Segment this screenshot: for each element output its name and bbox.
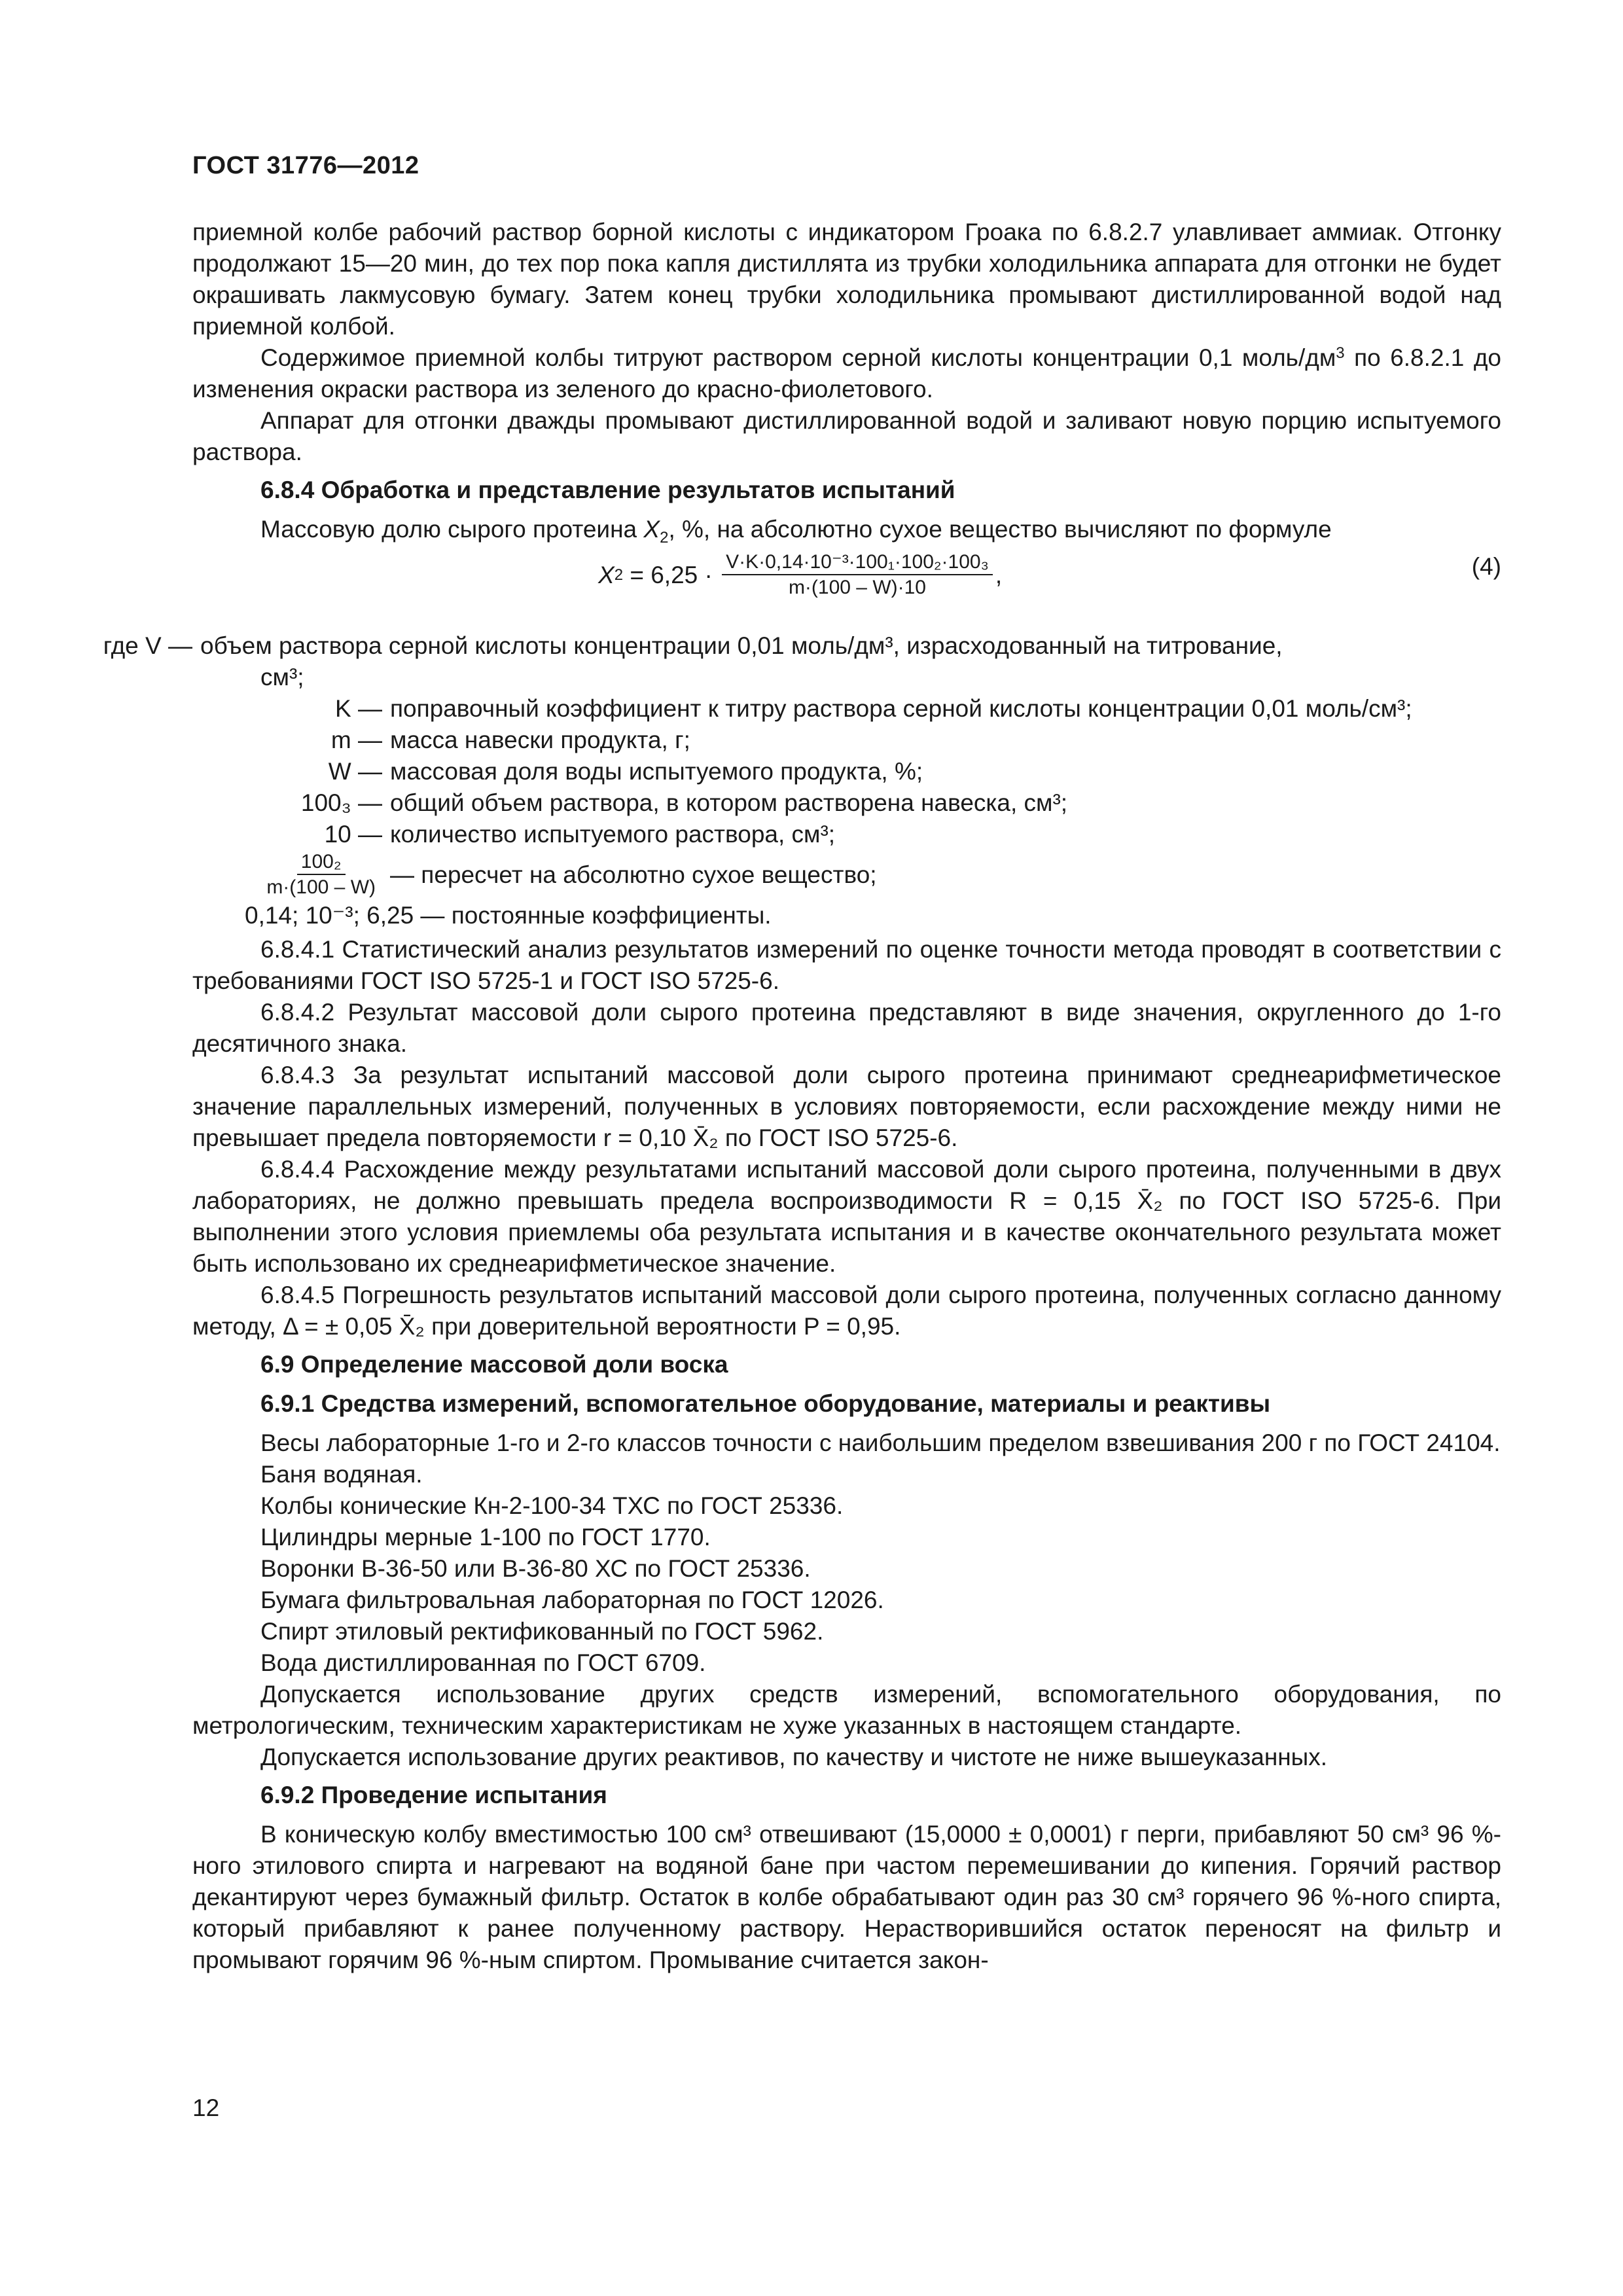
equipment-item: Бумага фильтровальная лабораторная по ГОСТ 12026. <box>260 1587 884 1613</box>
section-heading: 6.8.4 Обработка и представление результатов испытаний <box>260 476 955 503</box>
formula-block <box>192 547 1501 620</box>
paragraph: 6.8.4.4 Расхождение между результатами испытаний массовой доли сырого протеина, полученными в двух лабораториях, не должно превышать предела воспроизводимости R = 0,15 X̄₂ по ГОСТ ISO 5725-6. При выполнении этого условия приемлемы оба результата испытания и в качестве окончательного результата может быть использовано их среднеарифметическое значение. <box>192 1156 1501 1277</box>
definition-fraction: $\frac{\text{100₂}}{m\cdot(100 - W)}$ <box>266 851 376 898</box>
document-page <box>103 152 1502 2181</box>
formula: X 2 = 6,25 · $\frac{\text{V·K·0,14·10⁻³·100₁·100₂·100₃}}{m\cdot(100 - W)\cdot 10}$ , <box>598 550 1002 600</box>
definition-item: 10 — количество испытуемого раствора, см³; <box>324 821 836 848</box>
definition-item: $\frac{\text{100₂}}{m\cdot(100 - W)}$ — пересчет на абсолютно сухое вещество; <box>192 850 1501 900</box>
section-heading: 6.9.1 Средства измерений, вспомогательное оборудование, материалы и реактивы <box>260 1390 1271 1417</box>
paragraph: Массовую долю сырого протеина $X_2$, %, на абсолютно сухое вещество вычисляют по формуле <box>260 516 1332 547</box>
equipment-item: Спирт этиловый ректификованный по ГОСТ 5962. <box>260 1618 824 1645</box>
paragraph: 6.8.4.5 Погрешность результатов испытаний массовой доли сырого протеина, полученных согласно данному методу, Δ = ± 0,05 X̄₂ при доверительной вероятности P = 0,95. <box>192 1282 1501 1340</box>
equipment-item: Вода дистиллированная по ГОСТ 6709. <box>260 1649 706 1676</box>
definition-item: m — масса навески продукта, г; <box>330 726 690 753</box>
equipment-item: Колбы конические Кн-2-100-34 ТХС по ГОСТ 25336. <box>260 1492 844 1519</box>
formula-fraction <box>722 550 993 600</box>
definition-item: K — поправочный коэффициент к титру раствора серной кислоты концентрации 0,01 моль/см³; <box>335 695 1412 722</box>
equipment-item: Весы лабораторные 1-го и 2-го классов точности с наибольшим пределом взвешивания 200 г по ГОСТ 24104. <box>260 1429 1501 1456</box>
section-heading: 6.9.2 Проведение испытания <box>260 1782 607 1808</box>
section-heading: 6.9 Определение массовой доли воска <box>260 1351 728 1378</box>
paragraph: 6.8.4.1 Статистический анализ результатов измерений по оценке точности метода проводят в соответствии с требованиями ГОСТ ISO 5725-1 и ГОСТ ISO 5725-6. <box>192 936 1501 994</box>
equipment-item: Допускается использование других реактивов, по качеству и чистоте не ниже вышеуказанных. <box>260 1744 1328 1770</box>
paragraph: В коническую колбу вместимостью 100 см³ отвешивают (15,0000 ± 0,0001) г перги, прибавляют 50 см³ 96 %-ного этилового спирта и нагревают на водяной бане при частом перемешивании до кипения. Горячий раствор декантируют через бумажный фильтр. Остаток в колбе обрабатывают один раз 30 см³ горячего 96 %-ного спирта, который прибавляют к ранее полученному раствору. Нерастворившийся остаток переносят на фильтр и промывают горячим 96 %-ным спиртом. Промывание считается закон- <box>192 1821 1501 1973</box>
equipment-item: Воронки В-36-50 или В-36-80 ХС по ГОСТ 25336. <box>260 1555 811 1582</box>
paragraph: 6.8.4.2 Результат массовой доли сырого протеина представляют в виде значения, округленного до 1-го десятичного знака. <box>192 999 1501 1057</box>
paragraph: Содержимое приемной колбы титруют раствором серной кислоты концентрации 0,1 моль/$дм^3$ по 6.8.2.1 до изменения окраски раствора из зеленого до красно-фиолетового. <box>192 344 1502 403</box>
formula-number: (4) <box>1471 553 1501 580</box>
equipment-item: Допускается использование других средств измерений, вспомогательного оборудования, по метрологическим, техническим характеристикам не хуже указанных в настоящем стандарте. <box>192 1681 1501 1739</box>
definition-item: 0,14; 10⁻³; 6,25 — постоянные коэффициенты. <box>245 902 772 929</box>
definition-item: где V — объем раствора серной кислоты концентрации 0,01 моль/дм³, израсходованный на титрование, <box>103 632 1283 659</box>
page-number: 12 <box>192 2094 220 2121</box>
page-header: ГОСТ 31776—2012 <box>192 152 419 179</box>
equipment-item: Баня водяная. <box>260 1461 423 1488</box>
formula-numerator: V·K·0,14·10⁻³·100₁·100₂·100₃ <box>722 550 993 575</box>
paragraph: приемной колбе рабочий раствор борной кислоты с индикатором Гроака по 6.8.2.7 улавливает аммиак. Отгонку продолжают 15—20 мин, до тех пор пока капля дистиллята из трубки холодильника аппарата для отгонки не будет окрашивать лакмусовую бумагу. Затем конец трубки холодильника промывают дистиллированной водой над приемной колбой. <box>192 219 1501 340</box>
paragraph: Аппарат для отгонки дважды промывают дистиллированной водой и заливают новую порцию испытуемого раствора. <box>192 407 1501 465</box>
definition-item: см³; <box>260 664 304 691</box>
paragraph: 6.8.4.3 За результат испытаний массовой доли сырого протеина принимают среднеарифметическое значение параллельных измерений, полученных в условиях повторяемости, если расхождение между ними не превышает предела повторяемости r = 0,10 X̄₂ по ГОСТ ISO 5725-6. <box>192 1062 1501 1151</box>
equipment-item: Цилиндры мерные 1-100 по ГОСТ 1770. <box>260 1524 711 1551</box>
definition-item: W — массовая доля воды испытуемого продукта, %; <box>328 758 923 785</box>
definitions-list <box>103 630 1501 931</box>
definition-item: 100₃ — общий объем раствора, в котором растворена навеска, см³; <box>300 789 1068 816</box>
formula-denominator: m·(100 – W)·10 <box>788 577 926 598</box>
